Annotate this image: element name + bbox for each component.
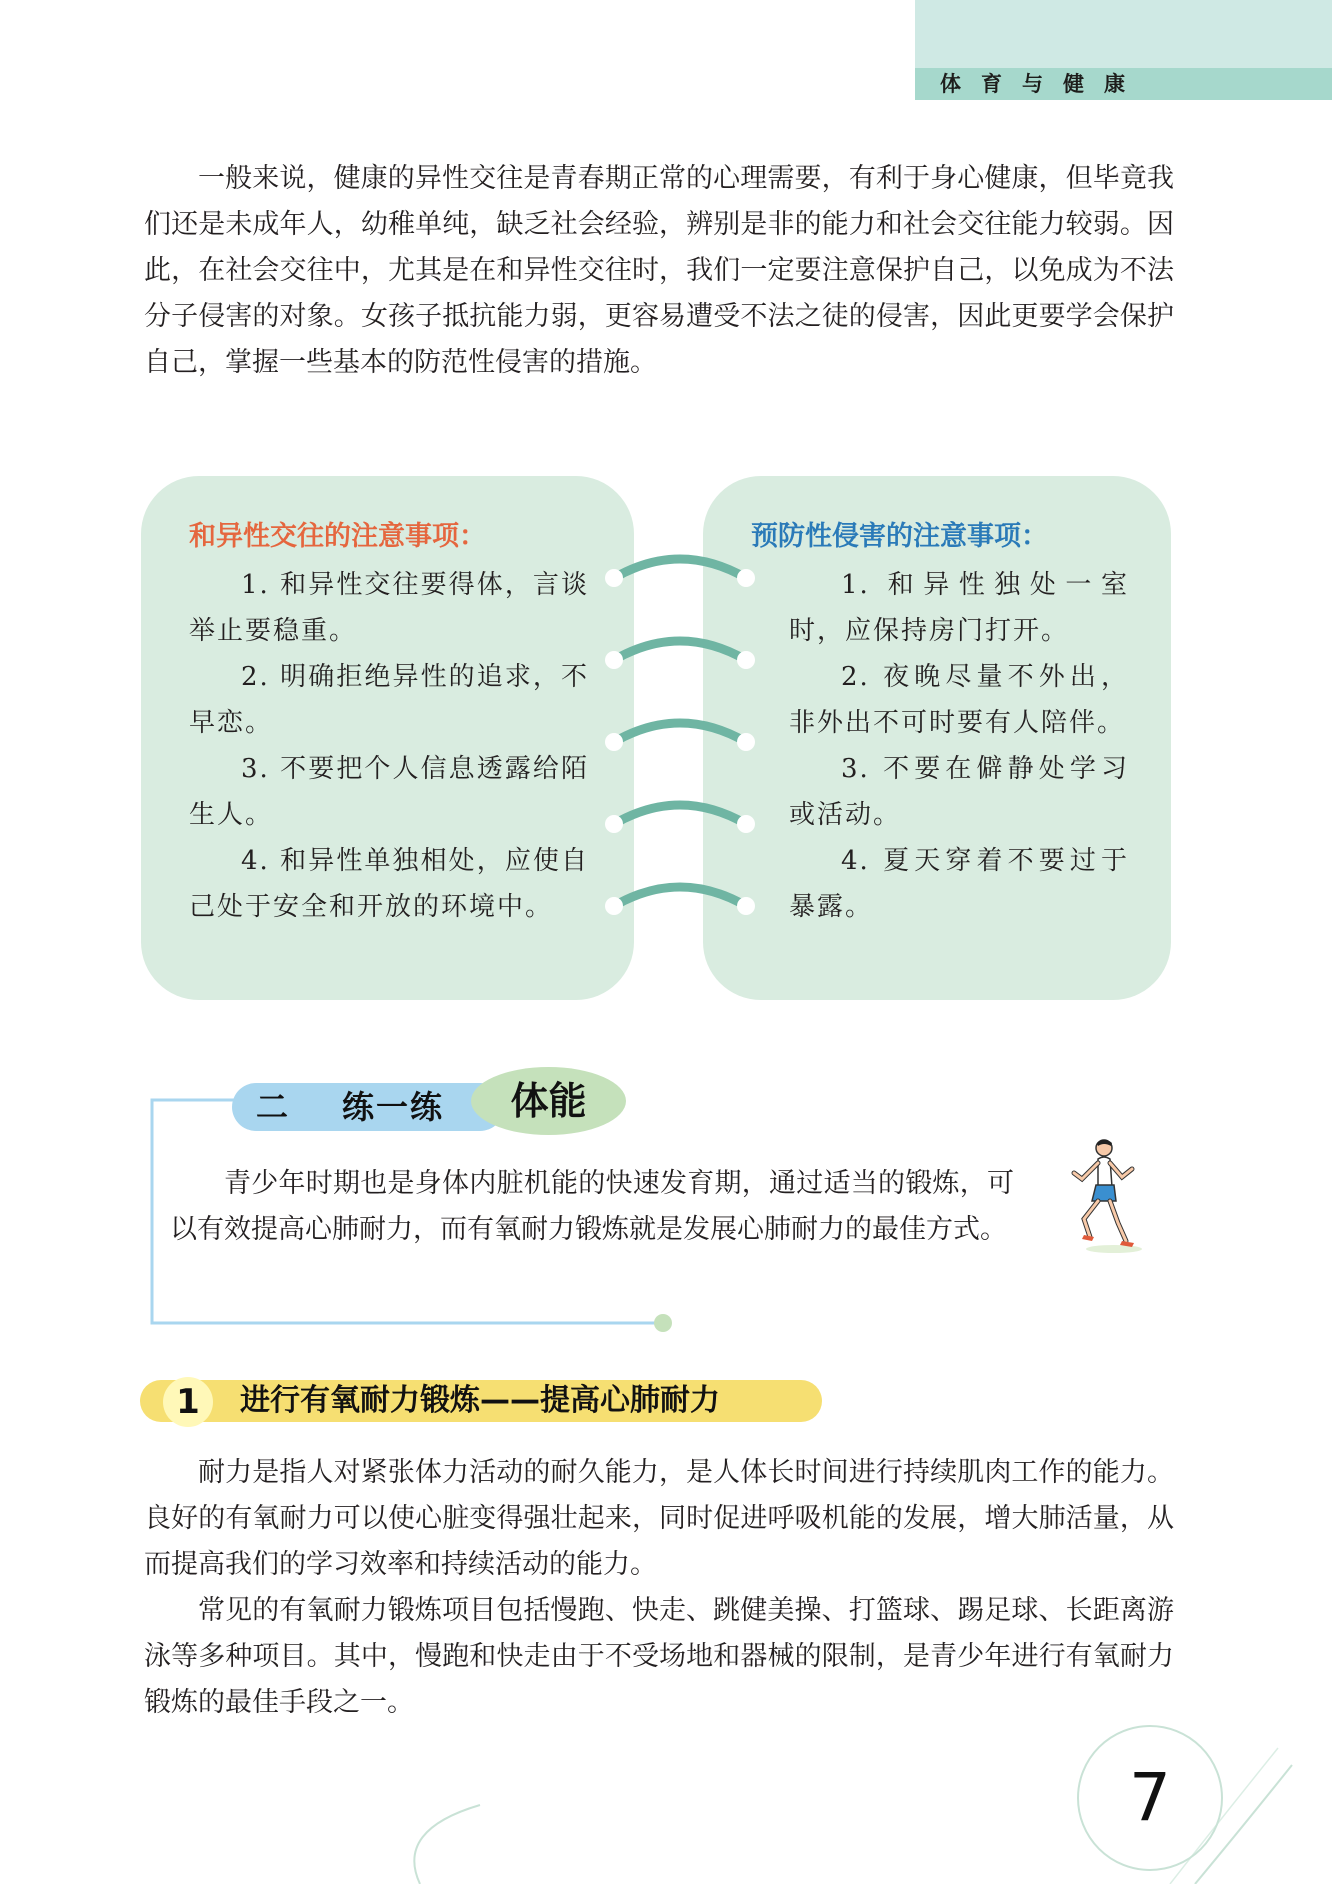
- subsection-number: 1: [163, 1377, 213, 1427]
- subsection-title: 进行有氧耐力锻炼——提高心肺耐力: [240, 1383, 720, 1418]
- section-label: 练一练: [342, 1088, 445, 1126]
- card-title: 预防性侵害的注意事项：: [751, 521, 1048, 552]
- card-title: 和异性交往的注意事项：: [189, 521, 486, 552]
- endurance-paragraph: 耐力是指人对紧张体力活动的耐久能力，是人体长时间进行持续肌肉工作的能力。良好的有氧耐力可以使心脏变得强壮起来，同时促进呼吸机能的发展，增大肺活量，从而提高我们的学习效率和持续活动的能力。: [144, 1457, 1174, 1580]
- list-item: 1. 和异性交往要得体，言谈举止要稳重。: [189, 570, 589, 646]
- intro-paragraph: 一般来说，健康的异性交往是青春期正常的心理需要，有利于身心健康，但毕竟我们还是未成年人，幼稚单纯，缺乏社会经验，辨别是非的能力和社会交往能力较弱。因此，在社会交往中，尤其是在和异性交往时，我们一定要注意保护自己，以免成为不法分子侵害的对象。女孩子抵抗能力弱，更容易遭受不法之徒的侵害，因此更要学会保护自己，掌握一些基本的防范性侵害的措施。: [144, 163, 1174, 378]
- list-item: 4. 夏天穿着不要过于暴露。: [789, 846, 1129, 922]
- page-number: 7: [1129, 1759, 1171, 1836]
- list-item: 2. 夜晚尽量不外出，非外出不可时要有人陪伴。: [789, 662, 1129, 738]
- list-item: 1. 和异性独处一室时，应保持房门打开。: [789, 570, 1129, 646]
- list-item: 3. 不要把个人信息透露给陌生人。: [189, 754, 589, 830]
- section-topic: 体能: [471, 1067, 626, 1135]
- list-item: 2. 明确拒绝异性的追求，不早恋。: [189, 662, 589, 738]
- section-paragraph: 青少年时期也是身体内脏机能的快速发育期，通过适当的锻炼，可以有效提高心肺耐力，而有氧耐力锻炼就是发展心肺耐力的最佳方式。: [170, 1168, 1014, 1245]
- book-title: 体育与健康: [940, 72, 1145, 96]
- section-number: 二: [256, 1088, 289, 1126]
- exercise-items-paragraph: 常见的有氧耐力锻炼项目包括慢跑、快走、跳健美操、打篮球、踢足球、长距离游泳等多种项目。其中，慢跑和快走由于不受场地和器械的限制，是青少年进行有氧耐力锻炼的最佳手段之一。: [144, 1595, 1174, 1718]
- list-item: 4. 和异性单独相处，应使自己处于安全和开放的环境中。: [189, 846, 589, 922]
- list-item: 3. 不要在僻静处学习或活动。: [789, 754, 1129, 830]
